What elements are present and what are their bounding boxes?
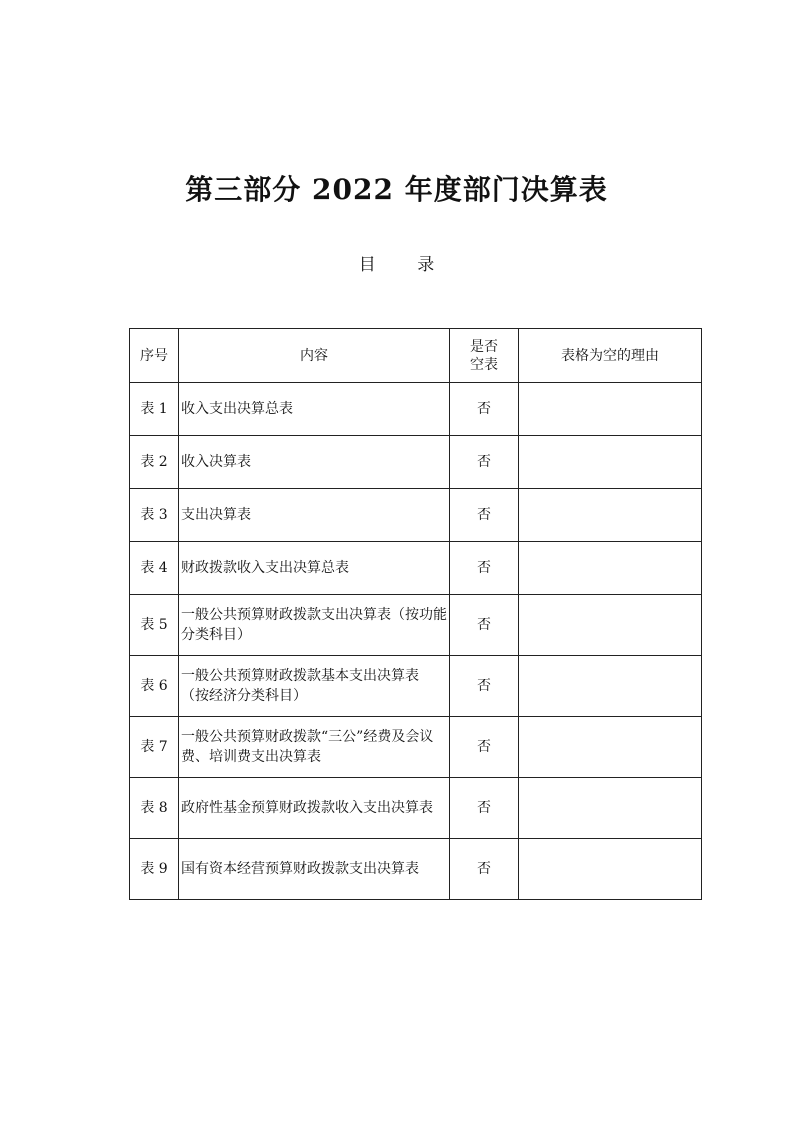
- table-row: [130, 778, 702, 839]
- row-is-empty: 否: [450, 839, 519, 900]
- row-content: 国有资本经营预算财政拨款支出决算表: [179, 839, 450, 900]
- catalog-table: [129, 328, 702, 900]
- row-content: 一般公共预算财政拨款“三公”经费及会议费、培训费支出决算表: [179, 717, 450, 778]
- row-seq: 表 7: [130, 717, 179, 778]
- row-is-empty: 否: [450, 717, 519, 778]
- row-seq: 表 5: [130, 595, 179, 656]
- table-row: [130, 542, 702, 595]
- row-seq: 表 6: [130, 656, 179, 717]
- table-row: [130, 383, 702, 436]
- row-seq: 表 1: [130, 383, 179, 436]
- row-content: 收入支出决算总表: [179, 383, 450, 436]
- row-is-empty: 否: [450, 383, 519, 436]
- row-seq: 表 4: [130, 542, 179, 595]
- row-seq: 表 3: [130, 489, 179, 542]
- row-content: 财政拨款收入支出决算总表: [179, 542, 450, 595]
- table-row: [130, 839, 702, 900]
- row-reason: [519, 595, 702, 656]
- row-reason: [519, 717, 702, 778]
- catalog-heading: 目 录: [358, 255, 453, 275]
- row-reason: [519, 542, 702, 595]
- row-seq: 表 9: [130, 839, 179, 900]
- table-row: [130, 656, 702, 717]
- row-is-empty: 否: [450, 542, 519, 595]
- row-reason: [519, 383, 702, 436]
- row-reason: [519, 436, 702, 489]
- header-is-empty-label: 是否空表: [469, 338, 498, 373]
- row-reason: [519, 778, 702, 839]
- row-reason: [519, 656, 702, 717]
- row-is-empty: 否: [450, 778, 519, 839]
- row-is-empty: 否: [450, 595, 519, 656]
- row-reason: [519, 489, 702, 542]
- table-row: [130, 595, 702, 656]
- table-header-row: [130, 329, 702, 383]
- header-content: 内容: [179, 329, 450, 383]
- page-title: 第三部分 2022 年度部门决算表: [185, 173, 608, 206]
- row-is-empty: 否: [450, 436, 519, 489]
- header-is-empty: [450, 329, 519, 383]
- row-seq: 表 8: [130, 778, 179, 839]
- row-is-empty: 否: [450, 656, 519, 717]
- row-seq: 表 2: [130, 436, 179, 489]
- header-reason: 表格为空的理由: [519, 329, 702, 383]
- row-is-empty: 否: [450, 489, 519, 542]
- table-row: [130, 717, 702, 778]
- row-content: 一般公共预算财政拨款支出决算表（按功能分类科目）: [179, 595, 450, 656]
- table-row: [130, 436, 702, 489]
- row-content: 收入决算表: [179, 436, 450, 489]
- table-row: [130, 489, 702, 542]
- row-content: 一般公共预算财政拨款基本支出决算表 （按经济分类科目）: [179, 656, 450, 717]
- row-content: 支出决算表: [179, 489, 450, 542]
- header-seq: 序号: [130, 329, 179, 383]
- row-content: 政府性基金预算财政拨款收入支出决算表: [179, 778, 450, 839]
- row-reason: [519, 839, 702, 900]
